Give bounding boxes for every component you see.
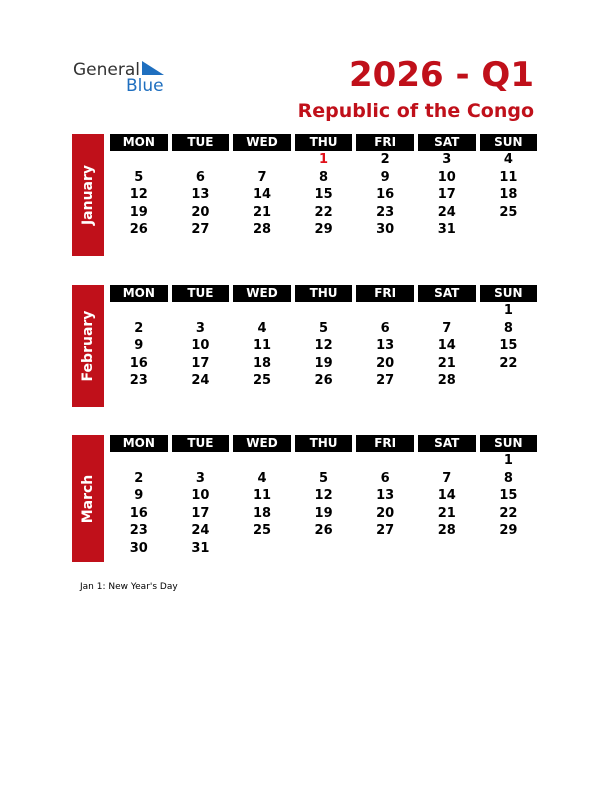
- day-cell: 11: [252, 338, 272, 353]
- month-name: January: [80, 164, 96, 226]
- day-cell: 10: [191, 488, 210, 503]
- week-row: [110, 204, 540, 222]
- day-cell: 17: [437, 187, 456, 202]
- day-cell: 26: [314, 373, 333, 388]
- day-cell: 21: [437, 505, 456, 521]
- weekday-label: THU: [295, 134, 353, 151]
- country-subtitle: Republic of the Congo: [297, 100, 534, 122]
- day-cell: 26: [314, 523, 333, 538]
- weekday-label: MON: [110, 435, 168, 452]
- day-cell: 2: [134, 470, 144, 486]
- day-cell: 13: [376, 488, 395, 503]
- weekday-header: [110, 435, 540, 452]
- day-cell: 11: [499, 169, 518, 185]
- day-cell: [356, 302, 414, 320]
- month-grid: [110, 134, 540, 239]
- month-tab: [72, 435, 104, 562]
- day-cell: 12: [314, 488, 333, 503]
- day-cell: 17: [191, 505, 210, 521]
- day-cell: 22: [499, 355, 518, 371]
- day-cell: [295, 540, 353, 558]
- day-cell: 13: [376, 338, 395, 353]
- weekday-header: [110, 285, 540, 302]
- day-cell: 30: [129, 540, 148, 556]
- weekday-label: MON: [110, 134, 168, 151]
- weekday-label: TUE: [172, 134, 230, 151]
- day-cell: 29: [499, 523, 518, 538]
- day-cell: 18: [252, 505, 272, 521]
- page-title: 2026 - Q1: [349, 55, 534, 95]
- day-cell: 1: [319, 152, 329, 167]
- weekday-label: FRI: [356, 285, 414, 302]
- day-cell: 15: [314, 187, 333, 202]
- day-cell: 21: [437, 355, 456, 371]
- day-cell: [356, 540, 414, 558]
- day-cell: 25: [252, 373, 272, 388]
- day-cell: 20: [376, 355, 395, 371]
- day-cell: 27: [191, 222, 210, 237]
- weekday-label: MON: [110, 285, 168, 302]
- day-cell: [110, 302, 168, 320]
- day-cell: 9: [134, 488, 144, 503]
- month-tab: [72, 285, 104, 407]
- day-cell: 19: [129, 204, 148, 220]
- day-cell: 5: [134, 169, 144, 185]
- weekday-label: SUN: [480, 285, 538, 302]
- day-cell: 18: [499, 187, 518, 202]
- day-cell: 14: [437, 338, 456, 353]
- weekday-label: TUE: [172, 285, 230, 302]
- day-cell: [356, 452, 414, 470]
- day-cell: 23: [129, 523, 148, 538]
- weekday-label: THU: [295, 285, 353, 302]
- day-cell: 15: [499, 488, 518, 503]
- day-cell: 27: [376, 373, 395, 388]
- day-cell: 10: [191, 338, 210, 353]
- week-row: [110, 169, 540, 187]
- day-cell: 12: [314, 338, 333, 353]
- weekday-label: FRI: [356, 435, 414, 452]
- day-cell: 8: [503, 320, 513, 336]
- day-cell: 27: [376, 523, 395, 538]
- day-cell: 1: [503, 303, 513, 318]
- day-cell: 6: [195, 169, 205, 185]
- day-cell: 7: [257, 169, 267, 185]
- day-cell: [295, 302, 353, 320]
- week-row: [110, 470, 540, 488]
- day-cell: 23: [376, 204, 395, 220]
- day-cell: 8: [319, 169, 329, 185]
- day-cell: [172, 151, 230, 169]
- day-cell: 10: [437, 169, 456, 185]
- day-cell: 11: [252, 488, 272, 503]
- day-cell: 31: [191, 540, 210, 556]
- day-cell: [110, 452, 168, 470]
- day-cell: [172, 452, 230, 470]
- day-cell: 4: [503, 152, 513, 167]
- day-cell: 9: [134, 338, 144, 353]
- day-cell: 26: [129, 222, 148, 237]
- day-cell: 28: [437, 373, 456, 388]
- day-cell: [418, 540, 476, 558]
- week-row: [110, 186, 540, 204]
- day-cell: 14: [437, 488, 456, 503]
- day-cell: [480, 221, 538, 239]
- day-cell: 14: [252, 187, 272, 202]
- day-cell: 7: [442, 470, 452, 486]
- day-cell: 13: [191, 187, 210, 202]
- day-cell: 22: [499, 505, 518, 521]
- month-grid: [110, 435, 540, 557]
- month-tab: [72, 134, 104, 256]
- day-cell: 4: [257, 320, 267, 336]
- day-cell: 25: [499, 204, 518, 220]
- weekday-label: WED: [233, 435, 291, 452]
- weekday-label: WED: [233, 285, 291, 302]
- day-cell: 2: [380, 152, 390, 167]
- day-cell: [172, 302, 230, 320]
- month-name: March: [80, 474, 96, 523]
- weekday-label: SUN: [480, 435, 538, 452]
- weekday-label: THU: [295, 435, 353, 452]
- day-cell: [295, 452, 353, 470]
- day-cell: 5: [319, 470, 329, 486]
- day-cell: 3: [195, 320, 205, 336]
- day-cell: 3: [442, 152, 452, 167]
- day-cell: [233, 302, 291, 320]
- holiday-note: Jan 1: New Year's Day: [80, 582, 178, 592]
- day-cell: 3: [195, 470, 205, 486]
- weekday-label: SAT: [418, 134, 476, 151]
- weekday-label: SUN: [480, 134, 538, 151]
- day-cell: 1: [503, 453, 513, 468]
- day-cell: 4: [257, 470, 267, 486]
- day-cell: 12: [129, 187, 148, 202]
- day-cell: 24: [437, 204, 456, 220]
- week-row: [110, 355, 540, 373]
- day-cell: 16: [129, 505, 148, 521]
- day-cell: 31: [437, 222, 456, 237]
- week-row: [110, 505, 540, 523]
- day-cell: 20: [376, 505, 395, 521]
- week-row: [110, 151, 540, 169]
- day-cell: 23: [129, 373, 148, 388]
- day-cell: 9: [380, 169, 390, 185]
- day-cell: [233, 151, 291, 169]
- day-cell: [233, 452, 291, 470]
- day-cell: 20: [191, 204, 210, 220]
- day-cell: 6: [380, 320, 390, 336]
- month-grid: [110, 285, 540, 390]
- day-cell: 16: [129, 355, 148, 371]
- weekday-label: SAT: [418, 435, 476, 452]
- month-name: February: [80, 310, 96, 382]
- day-cell: 7: [442, 320, 452, 336]
- week-row: [110, 452, 540, 470]
- week-row: [110, 320, 540, 338]
- day-cell: 15: [499, 338, 518, 353]
- day-cell: [418, 302, 476, 320]
- day-cell: 19: [314, 505, 333, 521]
- day-cell: 25: [252, 523, 272, 538]
- day-cell: [110, 151, 168, 169]
- week-row: [110, 522, 540, 540]
- day-cell: 19: [314, 355, 333, 371]
- week-row: [110, 337, 540, 355]
- day-cell: 29: [314, 222, 333, 237]
- weekday-header: [110, 134, 540, 151]
- day-cell: 8: [503, 470, 513, 486]
- general-blue-logo: [73, 60, 173, 96]
- day-cell: 28: [437, 523, 456, 538]
- day-cell: 28: [252, 222, 272, 237]
- weekday-label: FRI: [356, 134, 414, 151]
- logo-triangle-icon: [142, 61, 166, 77]
- day-cell: 16: [376, 187, 395, 202]
- day-cell: 21: [252, 204, 272, 220]
- day-cell: 24: [191, 523, 210, 538]
- day-cell: 24: [191, 373, 210, 388]
- day-cell: 2: [134, 320, 144, 336]
- day-cell: [480, 372, 538, 390]
- day-cell: 30: [376, 222, 395, 237]
- day-cell: 6: [380, 470, 390, 486]
- week-row: [110, 540, 540, 558]
- day-cell: 5: [319, 320, 329, 336]
- week-row: [110, 372, 540, 390]
- weekday-label: WED: [233, 134, 291, 151]
- day-cell: [418, 452, 476, 470]
- day-cell: 17: [191, 355, 210, 371]
- day-cell: 18: [252, 355, 272, 371]
- day-cell: 22: [314, 204, 333, 220]
- logo-word-blue: Blue: [126, 76, 164, 96]
- day-cell: [480, 540, 538, 558]
- logo-word-general: General: [73, 60, 140, 80]
- week-row: [110, 221, 540, 239]
- day-cell: [233, 540, 291, 558]
- week-row: [110, 302, 540, 320]
- weekday-label: TUE: [172, 435, 230, 452]
- week-row: [110, 487, 540, 505]
- weekday-label: SAT: [418, 285, 476, 302]
